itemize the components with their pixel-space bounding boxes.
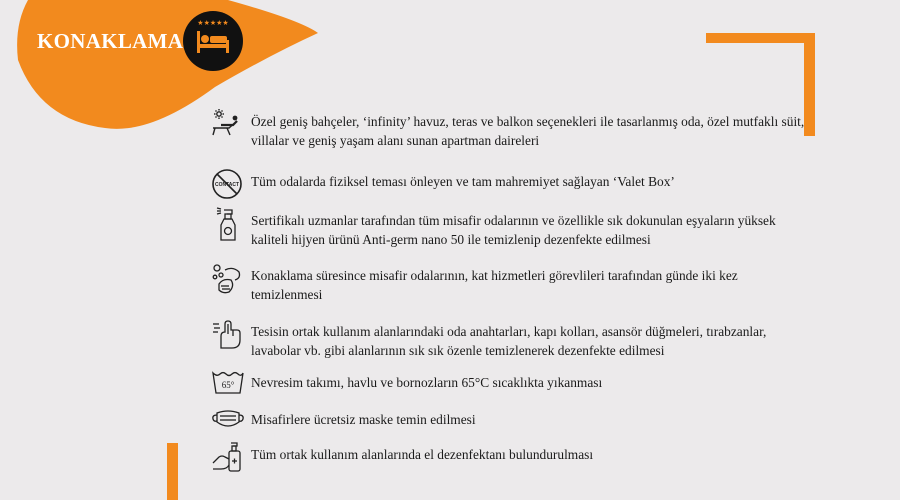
- cleaning-icon: [211, 262, 245, 296]
- item-text: Tüm ortak kullanım alanlarında el dezenfektanı bulundurulması: [251, 447, 594, 462]
- mask-icon: [211, 406, 245, 440]
- item-text: Tüm odalarda fiziksel teması önleyen ve tam mahremiyet sağlayan ‘Valet Box’: [251, 174, 675, 189]
- sunbed-icon: [211, 108, 245, 142]
- item-text: Nevresim takımı, havlu ve bornozların 65°C sıcaklıkta yıkanması: [251, 375, 603, 390]
- item-text: Misafirlere ücretsiz maske temin edilmesi: [251, 412, 476, 427]
- no-contact-label: CONTACT: [214, 182, 240, 188]
- no-contact-icon: [211, 168, 245, 202]
- bed-icon: [197, 31, 229, 53]
- five-stars: ★★★★★: [197, 19, 229, 27]
- item-text: Konaklama süresince misafir odalarının, kat hizmetleri görevlileri tarafından günde iki kez temizlenmesi: [251, 268, 738, 302]
- sanitizer-icon: [211, 441, 245, 475]
- wash-temperature: 65°: [221, 380, 235, 390]
- hotel-bed-badge: [183, 11, 243, 71]
- item-text: Sertifikalı uzmanlar tarafından tüm misafir odalarının ve özellikle sık dokunulan eşyaların yüksek kaliteli hijyen ürünü Anti-germ nano 50 ile temizlenip dezenfekte edilmesi: [251, 213, 776, 247]
- corner-bracket-top-right-h: [706, 33, 814, 43]
- item-text: Özel geniş bahçeler, ‘infinity’ havuz, teras ve balkon seçenekleri ile tasarlanmış oda, özel mutfaklı süit, villalar ve geniş yaşam alanı sunan apartman daireleri: [251, 114, 805, 148]
- corner-bracket-bottom-left-v: [167, 443, 178, 500]
- orange-header-blob: [17, 0, 318, 129]
- section-title: KONAKLAMA: [37, 29, 184, 53]
- hand-disinfect-icon: [211, 318, 245, 352]
- item-text: Tesisin ortak kullanım alanlarındaki oda anahtarları, kapı kolları, asansör düğmeleri, tırabzanlar, lavabolar vb. gibi alanlarının sık sık özenle temizlenerek dezenfekte edilmesi: [251, 324, 767, 358]
- spray-bottle-icon: [211, 207, 245, 241]
- wash-65-icon: [211, 369, 245, 403]
